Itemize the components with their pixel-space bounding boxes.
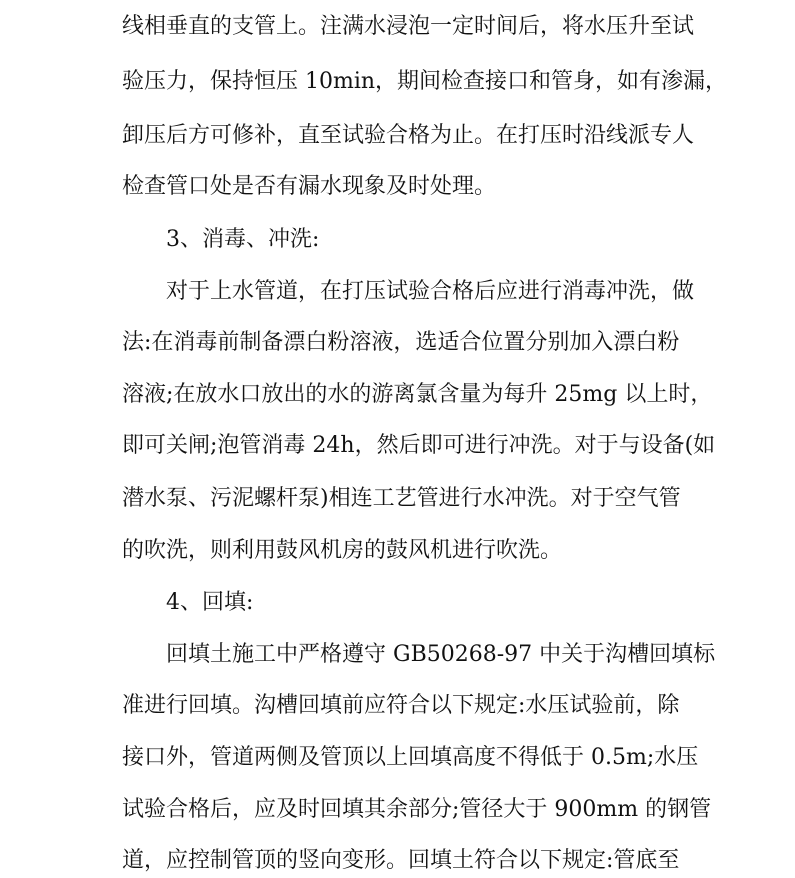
section-heading xyxy=(0,588,795,618)
text-line xyxy=(0,328,795,358)
text-line xyxy=(0,846,795,876)
text-line xyxy=(0,380,795,410)
text-line xyxy=(0,277,795,307)
text-line xyxy=(0,121,795,151)
line-text: 接口外，管道两侧及管顶以上回填高度不得低于 0.5m;水压 xyxy=(122,745,699,770)
line-text: 即可关闸;泡管消毒 24h，然后即可进行冲洗。对于与设备(如 xyxy=(122,433,716,458)
text-line xyxy=(0,743,795,773)
line-text: 法:在消毒前制备漂白粉溶液，选适合位置分别加入漂白粉 xyxy=(122,330,680,355)
text-line xyxy=(0,536,795,566)
line-text: 验压力，保持恒压 10min，期间检查接口和管身，如有渗漏， xyxy=(122,69,728,94)
text-line xyxy=(0,795,795,825)
line-text: 对于上水管道，在打压试验合格后应进行消毒冲洗，做 xyxy=(166,279,695,304)
line-text: 溶液;在放水口放出的水的游离氯含量为每升 25mg 以上时， xyxy=(122,382,713,407)
text-line xyxy=(0,691,795,721)
text-line xyxy=(0,640,795,670)
line-text: 的吹洗，则利用鼓风机房的鼓风机进行吹洗。 xyxy=(122,538,563,563)
text-line xyxy=(0,484,795,514)
text-line xyxy=(0,12,795,42)
text-line xyxy=(0,172,795,202)
section-heading-text: 4、回填: xyxy=(166,590,254,615)
line-text: 检查管口处是否有漏水现象及时处理。 xyxy=(122,174,497,199)
line-text: 线相垂直的支管上。注满水浸泡一定时间后，将水压升至试 xyxy=(122,14,695,39)
line-text: 卸压后方可修补，直至试验合格为止。在打压时沿线派专人 xyxy=(122,123,695,148)
section-heading-text: 3、消毒、冲洗: xyxy=(166,227,320,252)
line-text: 潜水泵、污泥螺杆泵)相连工艺管进行水冲洗。对于空气管 xyxy=(122,486,681,511)
line-text: 回填土施工中严格遵守 GB50268-97 中关于沟槽回填标 xyxy=(166,642,716,667)
line-text: 准进行回填。沟槽回填前应符合以下规定:水压试验前，除 xyxy=(122,693,680,718)
line-text: 道，应控制管顶的竖向变形。回填土符合以下规定:管底至 xyxy=(122,848,680,873)
line-text: 试验合格后，应及时回填其余部分;管径大于 900mm 的钢管 xyxy=(122,797,712,822)
text-line xyxy=(0,431,795,461)
section-heading xyxy=(0,225,795,255)
text-line xyxy=(0,67,795,97)
